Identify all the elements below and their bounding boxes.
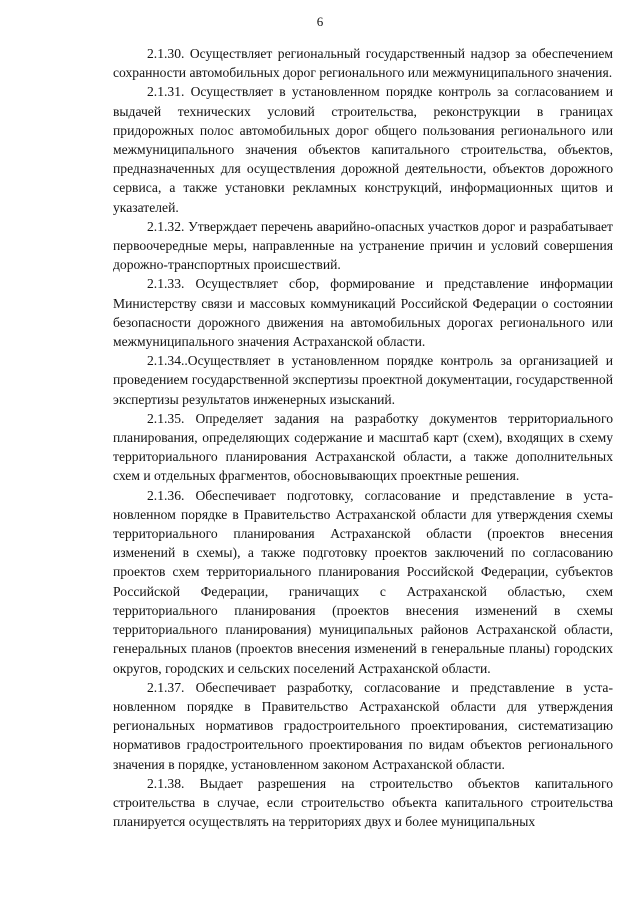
page-number: 6 [316,14,324,29]
paragraph-2-1-32: 2.1.32. Утверждает перечень аварийно-опасных участков дорог и разрабатывает первоочередные меры, направленные на устранение причин и условий совершения дорожно-транспортных происшествий. [113,218,613,273]
paragraph-2-1-34: 2.1.34..Осуществляет в установленном порядке контроль за организацией и проведением государственной экспертизы проектной документации, государственной экспертизы результатов инженерных изысканий. [113,353,613,407]
paragraph-2-1-37: 2.1.37. Обеспечивает разработку, согласование и представление в установленном порядке в Правительство Астраханской области для утверждения региональных нормативов градостроительного проектирования, систематизацию нормативов градостроительного проектирования по видам объектов регионального значения в порядке, установленном законом Астраханской области. [113,679,613,772]
paragraph-2-1-31: 2.1.31. Осуществляет в установленном порядке контроль за согласованием и выдачей технических условий строительства, реконструкции в границах придорожных полос автомобильных дорог общего пользования регионального или межмуниципального значения объектов капитального строительства, объектов, предназначенных для осуществления дорожной деятельности, объектов дорожного сервиса, а также установки рекламных конструкций, информационных щитов и указателей. [113,84,613,215]
paragraph-2-1-35: 2.1.35. Определяет задания на разработку документов территориального планирования, определяющих содержание и масштаб карт (схем), входящих в схему территориального планирования Астраханской области, а также дополнительных схем и отдельных фрагментов, обосновывающих проектные решения. [113,410,613,484]
paragraph-2-1-33: 2.1.33. Осуществляет сбор, формирование и представление информации Министерству связи и массовых коммуникаций Российской Федерации о состоянии безопасности дорожного движения на автомобильных дорогах регионального или межмуниципального значения Астраханской области. [113,276,613,350]
paragraph-2-1-36: 2.1.36. Обеспечивает подготовку, согласование и представление в установленном порядке в Правительство Астраханской области для утверждения схемы территориального планирования Астраханской области (проектов внесения изменений в схемы), а также подготовку проектов заключений по согласованию проектов схем территориального планирования Российской Федерации, субъектов Российской Федерации, граничащих с Астраханской областью, схем территориального планирования (проектов внесения изменений в схемы территориального планирования) муниципальных районов Астраханской области, генеральных планов (проектов внесения изменений в генеральные планы) городских округов, городских и сельских поселений Астраханской области. [113,487,613,676]
paragraph-2-1-30: 2.1.30. Осуществляет региональный государственный надзор за обеспечением сохранности автомобильных дорог регионального или межмуниципального значения. [113,46,613,81]
document-body [113,44,613,831]
paragraph-2-1-38: 2.1.38. Выдает разрешения на строительство объектов капитального строительства в случае, если строительство объекта капитального строительства планируется осуществлять на территориях двух и более муниципальных [113,775,613,830]
